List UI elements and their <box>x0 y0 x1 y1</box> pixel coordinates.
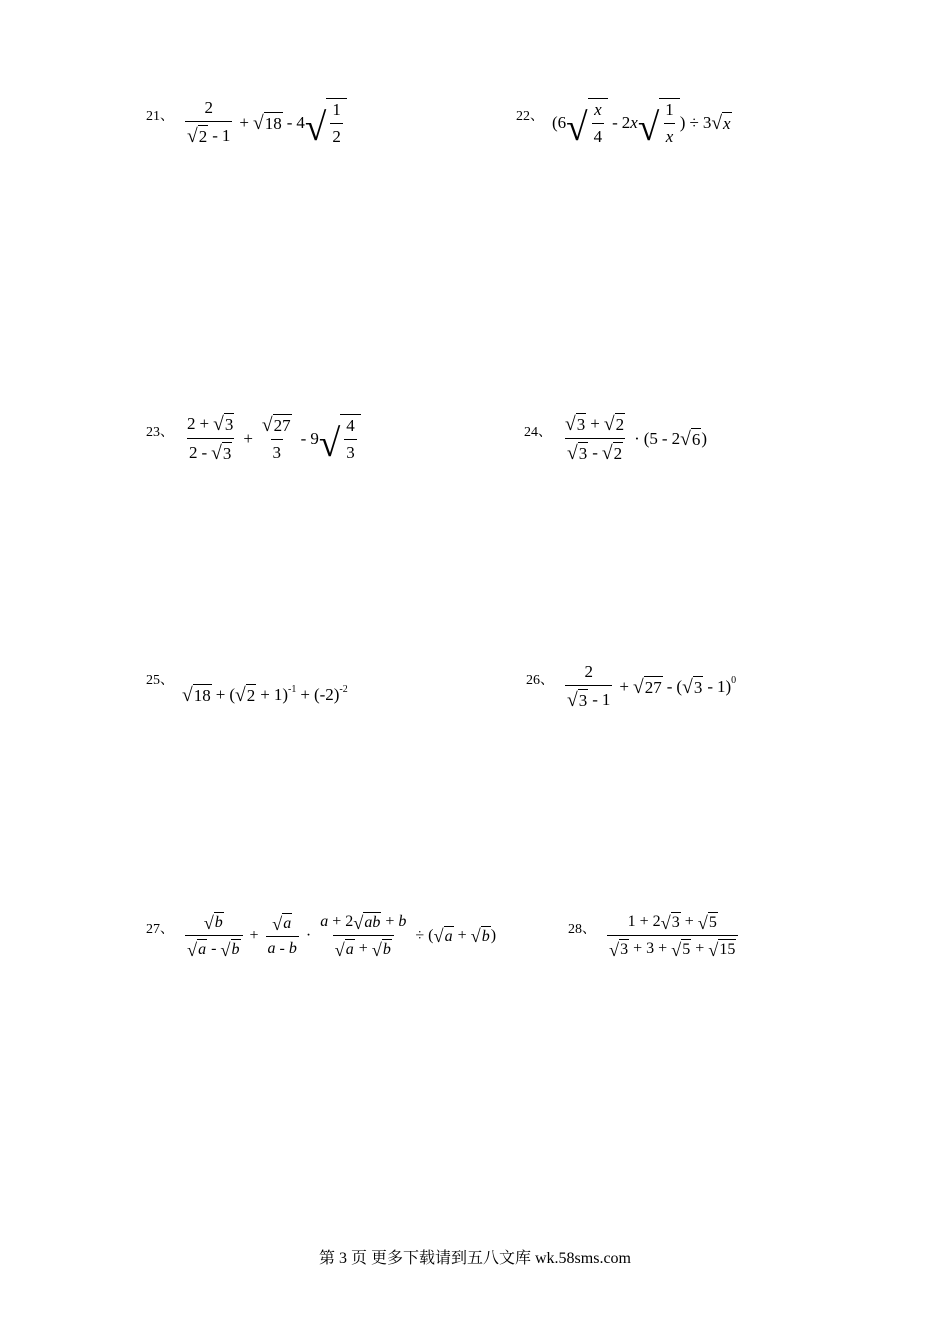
page-footer: 第 3 页 更多下载请到五八文库 wk.58sms.com <box>318 1250 631 1267</box>
problem-number: 21、 <box>146 108 174 124</box>
problem-22 <box>516 98 732 147</box>
problem-25 <box>146 668 348 706</box>
problem-number: 24、 <box>524 424 552 440</box>
math-expression: √ b √ a - √ b + √ a a - b · a + 2 √ ab + b √ a + √ b ÷ ( √ a + √ b ) <box>187 912 497 960</box>
math-expression: √ 18 + ( √ 2 + 1) $^{-1}$ + (-2) $^{-2}$ <box>182 683 348 707</box>
problem-number: 22、 <box>516 108 544 124</box>
problem-number: 27、 <box>146 921 174 937</box>
problem-number: 26、 <box>526 672 554 688</box>
problem-21 <box>146 98 347 147</box>
math-expression: 2 √ 2 - 1 + √ 18 - 4 √ $\frac{1}{2}$ <box>182 98 347 147</box>
problem-number: 23、 <box>146 424 174 440</box>
math-expression: 1 + 2 √ 3 + √ 5 √ 3 + 3 + √ 5 + √ 15 <box>604 912 741 959</box>
problem-27 <box>146 912 496 959</box>
problem-number: 28、 <box>568 921 596 937</box>
problem-28 <box>568 912 741 959</box>
problem-23 <box>146 413 361 464</box>
problem-number: 25、 <box>146 673 174 688</box>
problem-26 <box>526 662 736 711</box>
math-expression: 2 √ 3 - 1 + √ 27 - ( √ 3 - 1) $^0$ <box>567 662 737 712</box>
problem-24 <box>524 413 707 464</box>
math-expression: 2 + √ 3 2 - √ 3 + √ 27 3 - 9 √ $\frac{4}{3}$ <box>182 413 361 464</box>
math-expression: (6 √ $\frac{x}{4}$ - 2 x √ $\frac{1}{x}$ ) ÷ 3 √ x <box>552 100 731 149</box>
math-expression: √ 3 + √ 2 √ 3 - √ 2 · (5 - 2 √ 6 ) <box>565 414 707 465</box>
